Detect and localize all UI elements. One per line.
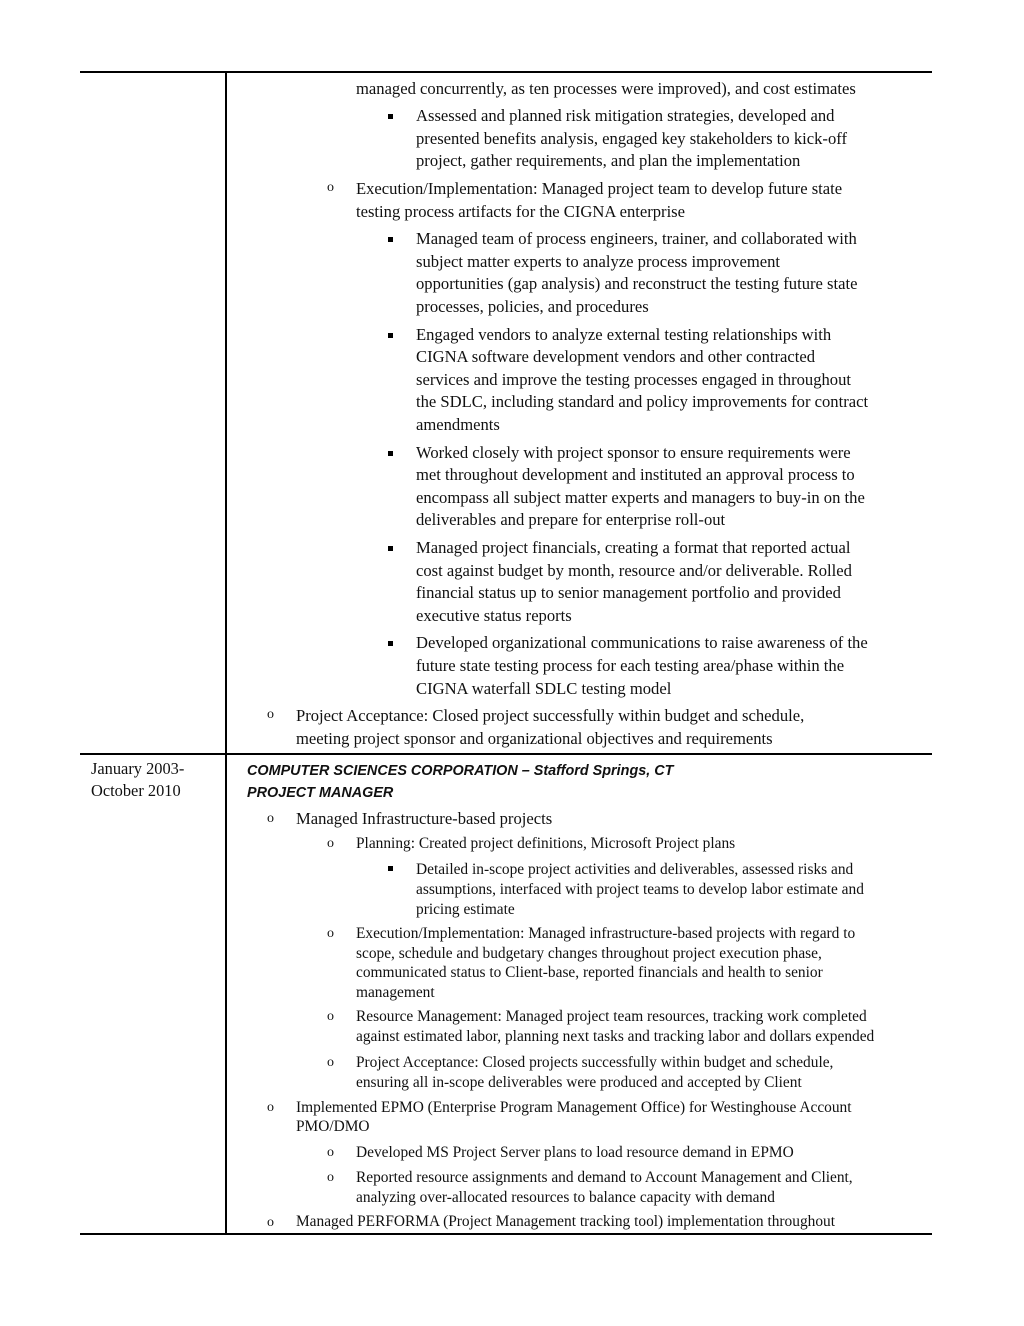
text-line: assumptions, interfaced with project teams to develop labor estimate and <box>416 881 864 898</box>
date-range-start: January 2003- <box>91 759 185 778</box>
square-bullet <box>388 451 393 456</box>
text-line: Developed MS Project Server plans to load resource demand in EPMO <box>356 1144 794 1161</box>
text-line: Managed PERFORMA (Project Management tracking tool) implementation throughout <box>296 1213 836 1230</box>
text-line: met throughout development and instituted an approval process to <box>416 465 855 484</box>
text-line: CIGNA waterfall SDLC testing model <box>416 679 672 698</box>
text-line: scope, schedule and budgetary changes throughout project execution phase, <box>356 945 822 962</box>
square-bullet <box>388 641 393 646</box>
hollow-bullet: o <box>327 1145 334 1160</box>
hollow-bullet: o <box>327 180 334 195</box>
text-line: services and improve the testing processes engaged in throughout <box>416 370 852 389</box>
text-line: ensuring all in-scope deliverables were produced and accepted by Client <box>356 1074 802 1091</box>
text-line: the SDLC, including standard and policy improvements for contract <box>416 392 869 411</box>
square-bullet <box>388 114 393 119</box>
hollow-bullet: o <box>267 1215 274 1230</box>
hollow-bullet: o <box>327 1009 334 1024</box>
text-line: cost against budget by month, resource and/or deliverable. Rolled <box>416 561 852 580</box>
square-bullet <box>388 237 393 242</box>
text-line: Implemented EPMO (Enterprise Program Management Office) for Westinghouse Account <box>296 1099 852 1116</box>
text-line: encompass all subject matter experts and managers to buy-in on the <box>416 488 865 507</box>
hollow-bullet: o <box>267 811 274 826</box>
table-top-rule <box>80 71 932 73</box>
text-line: amendments <box>416 415 500 434</box>
text-line: executive status reports <box>416 606 572 625</box>
text-line: Resource Management: Managed project team resources, tracking work completed <box>356 1008 867 1025</box>
hollow-bullet: o <box>327 836 334 851</box>
text-line: Engaged vendors to analyze external testing relationships with <box>416 325 832 344</box>
company-heading: COMPUTER SCIENCES CORPORATION – Stafford Springs, CT <box>247 763 674 779</box>
text-line: testing process artifacts for the CIGNA enterprise <box>356 202 686 221</box>
text-line: managed concurrently, as ten processes were improved), and cost estimates <box>356 79 856 98</box>
text-line: against estimated labor, planning next tasks and tracking labor and dollars expended <box>356 1028 875 1045</box>
square-bullet <box>388 866 393 871</box>
text-line: Developed organizational communications to raise awareness of the <box>416 633 868 652</box>
hollow-bullet: o <box>327 1055 334 1070</box>
text-line: management <box>356 984 435 1001</box>
text-line: Assessed and planned risk mitigation strategies, developed and <box>416 106 835 125</box>
table-row-divider <box>80 753 932 755</box>
text-line: Worked closely with project sponsor to ensure requirements were <box>416 443 851 462</box>
text-line: CIGNA software development vendors and other contracted <box>416 347 816 366</box>
text-line: Managed Infrastructure-based projects <box>296 809 553 828</box>
text-line: Planning: Created project definitions, Microsoft Project plans <box>356 835 736 852</box>
text-line: communicated status to Client-base, reported financials and health to senior <box>356 964 823 981</box>
text-line: opportunities (gap analysis) and reconstruct the testing future state <box>416 274 858 293</box>
text-line: Execution/Implementation: Managed project team to develop future state <box>356 179 843 198</box>
table-bottom-rule <box>80 1233 932 1235</box>
text-line: deliverables and prepare for enterprise roll-out <box>416 510 726 529</box>
text-line: Detailed in-scope project activities and deliverables, assessed risks and <box>416 861 854 878</box>
text-line: processes, policies, and procedures <box>416 297 649 316</box>
job-title-heading: PROJECT MANAGER <box>247 785 394 801</box>
text-line: Managed team of process engineers, trainer, and collaborated with <box>416 229 857 248</box>
text-line: subject matter experts to analyze process improvement <box>416 252 781 271</box>
text-line: analyzing over-allocated resources to balance capacity with demand <box>356 1189 775 1206</box>
text-line: meeting project sponsor and organizational objectives and requirements <box>296 729 773 748</box>
text-line: pricing estimate <box>416 901 515 918</box>
square-bullet <box>388 546 393 551</box>
hollow-bullet: o <box>267 1100 274 1115</box>
date-range-end: October 2010 <box>91 781 181 800</box>
text-line: PMO/DMO <box>296 1118 370 1135</box>
text-line: future state testing process for each testing area/phase within the <box>416 656 845 675</box>
hollow-bullet: o <box>267 707 274 722</box>
text-line: Project Acceptance: Closed project successfully within budget and schedule, <box>296 706 805 725</box>
square-bullet <box>388 333 393 338</box>
text-line: Reported resource assignments and demand to Account Management and Client, <box>356 1169 853 1186</box>
text-line: project, gather requirements, and plan the implementation <box>416 151 801 170</box>
text-line: presented benefits analysis, engaged key stakeholders to kick-off <box>416 129 847 148</box>
text-line: Managed project financials, creating a format that reported actual <box>416 538 851 557</box>
table-column-divider <box>225 71 227 1234</box>
text-line: Execution/Implementation: Managed infrastructure-based projects with regard to <box>356 925 856 942</box>
hollow-bullet: o <box>327 1170 334 1185</box>
text-line: financial status up to senior management portfolio and provided <box>416 583 841 602</box>
hollow-bullet: o <box>327 926 334 941</box>
text-line: Project Acceptance: Closed projects successfully within budget and schedule, <box>356 1054 834 1071</box>
